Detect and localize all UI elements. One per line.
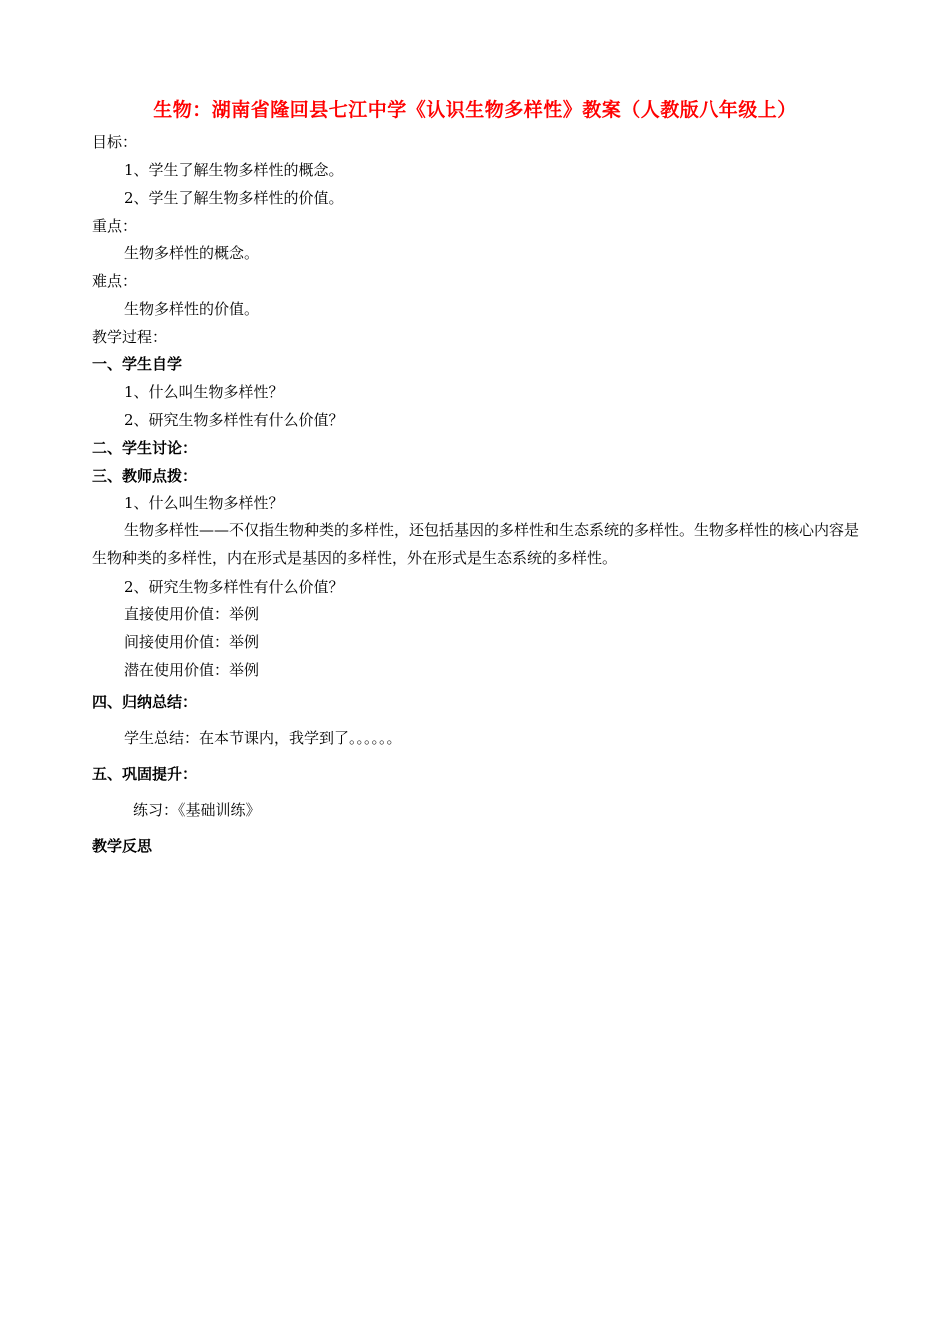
section-2-heading: 二、学生讨论：: [92, 439, 198, 457]
goal-label: 目标：: [92, 133, 138, 151]
goal-item-1: 1、学生了解生物多样性的概念。: [124, 161, 344, 179]
section-1-question-2: 2、研究生物多样性有什么价值？: [124, 411, 344, 429]
section-5-heading: 五、巩固提升：: [92, 765, 198, 783]
reflection-heading: 教学反思: [92, 837, 153, 855]
section-3-heading: 三、教师点拨：: [92, 467, 198, 485]
key-point-label: 重点：: [92, 217, 138, 235]
difficult-point-text: 生物多样性的价值。: [124, 300, 260, 318]
goal-item-2: 2、学生了解生物多样性的价值。: [124, 189, 344, 207]
section-1-heading: 一、学生自学: [92, 355, 183, 373]
value-direct: 直接使用价值：举例: [124, 605, 260, 623]
process-label: 教学过程：: [92, 328, 168, 346]
value-indirect: 间接使用价值：举例: [124, 633, 260, 651]
value-potential: 潜在使用价值：举例: [124, 661, 260, 679]
section-5-text: 练习：《基础训练》: [133, 801, 261, 819]
difficult-point-label: 难点：: [92, 272, 138, 290]
section-3-paragraph: 生物多样性——不仅指生物种类的多样性，还包括基因的多样性和生态系统的多样性。生物多样性的核心内容是生物种类的多样性，内在形式是基因的多样性，外在形式是生态系统的多样性。: [92, 521, 860, 567]
section-3-question-1: 1、什么叫生物多样性？: [124, 494, 284, 512]
key-point-text: 生物多样性的概念。: [124, 244, 260, 262]
section-3-question-2: 2、研究生物多样性有什么价值？: [124, 578, 344, 596]
section-4-text: 学生总结：在本节课内，我学到了。。。。。。: [124, 729, 402, 747]
section-1-question-1: 1、什么叫生物多样性？: [124, 383, 284, 401]
document-title: 生物：湖南省隆回县七江中学《认识生物多样性》教案（人教版八年级上）: [153, 99, 797, 121]
section-4-heading: 四、归纳总结：: [92, 693, 198, 711]
